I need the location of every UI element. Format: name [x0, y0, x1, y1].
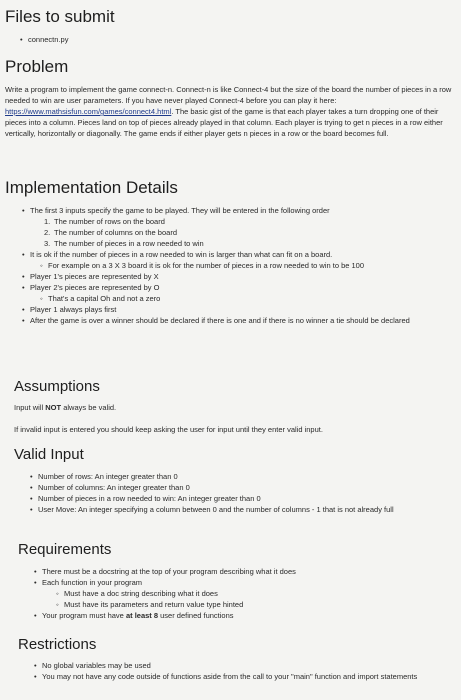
each-function-text: Each function in your program — [42, 578, 143, 587]
requirements-heading: Requirements — [18, 541, 112, 558]
connect4-link[interactable]: https://www.mathsisfun.com/games/connect4.html — [5, 107, 172, 116]
sub-item: ◦ Must have a doc string describing what it does — [56, 588, 450, 599]
first-inputs-text: The first 3 inputs specify the game to be played. They will be entered in the following order — [30, 206, 330, 215]
assumption-invalid: If invalid input is entered you should keep asking the user for input until they enter valid input. — [14, 425, 323, 434]
files-list — [20, 34, 68, 45]
valid-input-heading: Valid Input — [14, 446, 84, 463]
list-item: • You may not have any code outside of functions aside from the call to your "main" function and import statements — [34, 671, 450, 682]
file-item: • connectn.py — [20, 34, 68, 45]
assumptions-heading: Assumptions — [14, 378, 100, 395]
valid-input-list — [30, 471, 450, 515]
ordered-item: 2. The number of columns on the board — [44, 228, 177, 237]
list-item — [22, 249, 450, 271]
list-item: • Number of rows: An integer greater than 0 — [30, 471, 450, 482]
list-item — [34, 577, 450, 610]
list-item: • User Move: An integer specifying a column between 0 and the number of columns - 1 that is not already full — [30, 504, 450, 515]
list-item: • After the game is over a winner should be declared if there is one and if there is no winner a tie should be declared — [22, 315, 450, 326]
list-item: • Number of columns: An integer greater than 0 — [30, 482, 450, 493]
implementation-heading: Implementation Details — [5, 178, 178, 197]
list-item: • There must be a docstring at the top of your program describing what it does — [34, 566, 450, 577]
list-item: • Your program must have at least 8 user defined functions — [34, 610, 450, 621]
list-item — [22, 205, 450, 249]
restrictions-list — [34, 660, 450, 682]
list-item: • No global variables may be used — [34, 660, 450, 671]
list-item: • Number of pieces in a row needed to win: An integer greater than 0 — [30, 493, 450, 504]
problem-text-1: Write a program to implement the game connect-n. Connect-n is like Connect-4 but the size of the board the number of pieces in a row needed to win are user parameters. If you have never played Connect-4 before you can play it here: — [5, 85, 452, 105]
sub-list — [40, 293, 450, 304]
problem-text — [5, 84, 453, 139]
implementation-list — [22, 205, 450, 326]
problem-heading: Problem — [5, 57, 69, 76]
requirements-list — [34, 566, 450, 621]
problem-text-2: . The basic gist of the game is that each player takes a turn dropping one of their pieces into a column. Pieces land on top of pieces already played in that column. Each player is trying to get n pieces in a row either vertically, horizontally or diagonally. The game ends if either player gets n pieces in a row or the board becomes full. — [5, 107, 443, 138]
files-heading: Files to submit — [5, 7, 115, 26]
larger-ok-text: It is ok if the number of pieces in a row needed to win is larger than what can fit on a board. — [30, 250, 333, 259]
sub-list — [40, 260, 450, 271]
ordered-item: 1. The number of rows on the board — [44, 217, 165, 226]
ordered-item: 3. The number of pieces in a row needed to win — [44, 239, 204, 248]
sub-item: ◦ Must have its parameters and return value type hinted — [56, 599, 450, 610]
player2-pieces-text: Player 2's pieces are represented by O — [30, 283, 160, 292]
input-order-list — [44, 216, 450, 249]
assumption-valid: Input will NOT always be valid. — [14, 403, 117, 412]
list-item: • Player 1 always plays first — [22, 304, 450, 315]
restrictions-heading: Restrictions — [18, 636, 97, 653]
sub-list — [56, 588, 450, 610]
list-item — [22, 282, 450, 304]
sub-item: ◦ That's a capital Oh and not a zero — [40, 293, 450, 304]
sub-item: ◦ For example on a 3 X 3 board it is ok for the number of pieces in a row needed to win to be 100 — [40, 260, 450, 271]
list-item: • Player 1's pieces are represented by X — [22, 271, 450, 282]
